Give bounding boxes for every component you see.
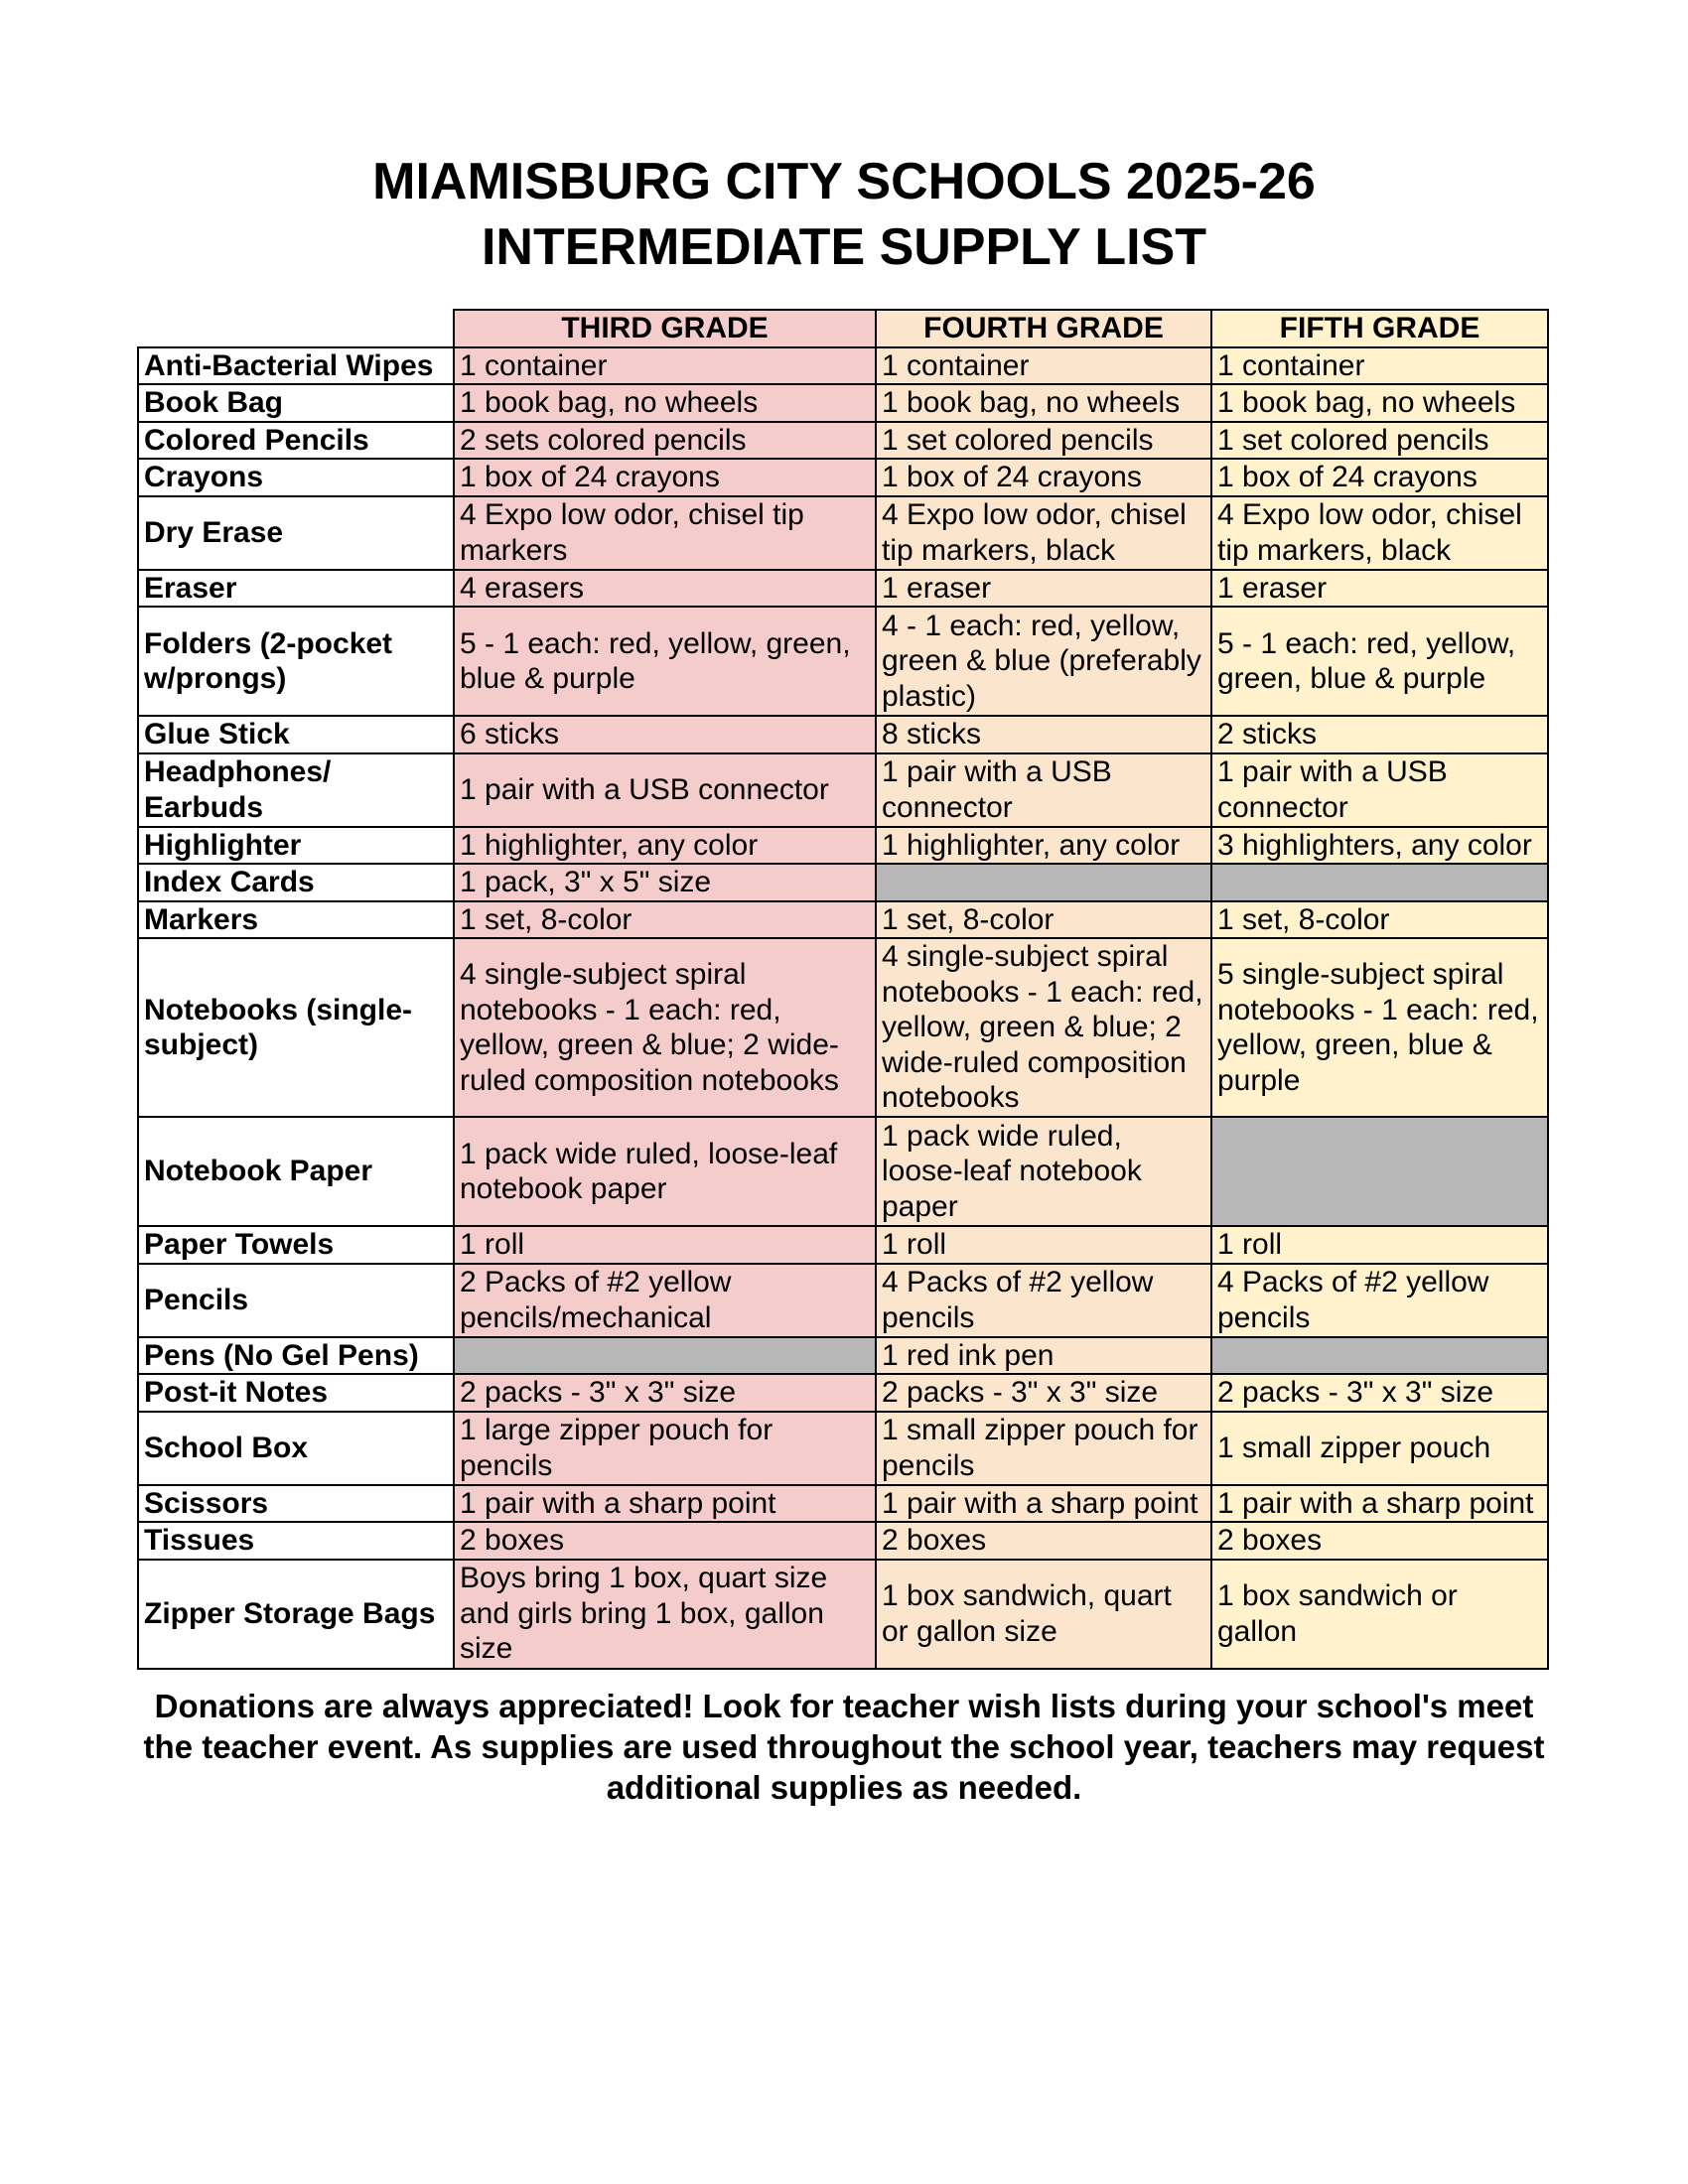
fourth-grade-cell: 1 set, 8-color: [876, 901, 1211, 939]
fifth-grade-cell: [1211, 1337, 1548, 1375]
title-line-1: MIAMISBURG CITY SCHOOLS 2025-26: [372, 153, 1316, 210]
table-row: [138, 938, 1548, 1117]
fourth-grade-cell: 4 Expo low odor, chisel tip markers, black: [876, 496, 1211, 570]
table-row: [138, 1412, 1548, 1485]
item-name: Colored Pencils: [138, 422, 454, 460]
third-grade-cell: 1 pack wide ruled, loose-leaf notebook paper: [454, 1117, 876, 1226]
fourth-grade-cell: 4 Packs of #2 yellow pencils: [876, 1264, 1211, 1337]
fourth-grade-cell: 1 box sandwich, quart or gallon size: [876, 1560, 1211, 1669]
title-line-2: INTERMEDIATE SUPPLY LIST: [481, 218, 1207, 276]
table-row: [138, 1226, 1548, 1264]
table-row: [138, 384, 1548, 422]
table-row: [138, 827, 1548, 865]
fourth-grade-cell: 4 single-subject spiral notebooks - 1 each: red, yellow, green & blue; 2 wide-ruled composition notebooks: [876, 938, 1211, 1117]
fourth-grade-cell: 1 highlighter, any color: [876, 827, 1211, 865]
fourth-grade-cell: 1 red ink pen: [876, 1337, 1211, 1375]
fourth-grade-cell: 1 pair with a USB connector: [876, 753, 1211, 827]
item-name: Scissors: [138, 1485, 454, 1523]
third-grade-cell: 1 large zipper pouch for pencils: [454, 1412, 876, 1485]
supply-table: [137, 309, 1549, 1670]
table-row: [138, 1337, 1548, 1375]
third-grade-cell: 1 container: [454, 347, 876, 385]
item-name: Markers: [138, 901, 454, 939]
third-grade-cell: Boys bring 1 box, quart size and girls bring 1 box, gallon size: [454, 1560, 876, 1669]
third-grade-cell: 2 packs - 3" x 3" size: [454, 1374, 876, 1412]
fourth-grade-cell: 1 pair with a sharp point: [876, 1485, 1211, 1523]
item-name: Notebook Paper: [138, 1117, 454, 1226]
third-grade-cell: 1 book bag, no wheels: [454, 384, 876, 422]
item-name: Book Bag: [138, 384, 454, 422]
item-name: School Box: [138, 1412, 454, 1485]
page-title: [0, 149, 1688, 280]
item-name: Post-it Notes: [138, 1374, 454, 1412]
fifth-grade-cell: 1 small zipper pouch: [1211, 1412, 1548, 1485]
supply-table-body: [138, 347, 1548, 1669]
table-row: [138, 753, 1548, 827]
fourth-grade-cell: 2 packs - 3" x 3" size: [876, 1374, 1211, 1412]
item-name: Zipper Storage Bags: [138, 1560, 454, 1669]
fifth-grade-cell: 1 roll: [1211, 1226, 1548, 1264]
third-grade-cell: [454, 1337, 876, 1375]
header-third-grade: THIRD GRADE: [454, 310, 876, 347]
fourth-grade-cell: 1 box of 24 crayons: [876, 459, 1211, 496]
fifth-grade-cell: 5 single-subject spiral notebooks - 1 each: red, yellow, green, blue & purple: [1211, 938, 1548, 1117]
third-grade-cell: 2 sets colored pencils: [454, 422, 876, 460]
fifth-grade-cell: 2 packs - 3" x 3" size: [1211, 1374, 1548, 1412]
item-name: Crayons: [138, 459, 454, 496]
item-name: Tissues: [138, 1522, 454, 1560]
fifth-grade-cell: 1 pair with a sharp point: [1211, 1485, 1548, 1523]
fifth-grade-cell: 4 Expo low odor, chisel tip markers, black: [1211, 496, 1548, 570]
header-fourth-grade: FOURTH GRADE: [876, 310, 1211, 347]
fifth-grade-cell: [1211, 1117, 1548, 1226]
item-name: Headphones/ Earbuds: [138, 753, 454, 827]
table-row: [138, 607, 1548, 716]
third-grade-cell: 5 - 1 each: red, yellow, green, blue & purple: [454, 607, 876, 716]
fifth-grade-cell: 1 eraser: [1211, 570, 1548, 608]
table-row: [138, 1485, 1548, 1523]
fourth-grade-cell: [876, 864, 1211, 901]
item-name: Pencils: [138, 1264, 454, 1337]
fifth-grade-cell: 2 boxes: [1211, 1522, 1548, 1560]
third-grade-cell: 1 box of 24 crayons: [454, 459, 876, 496]
third-grade-cell: 1 pack, 3" x 5" size: [454, 864, 876, 901]
third-grade-cell: 2 Packs of #2 yellow pencils/mechanical: [454, 1264, 876, 1337]
fourth-grade-cell: 1 book bag, no wheels: [876, 384, 1211, 422]
item-name: Paper Towels: [138, 1226, 454, 1264]
item-name: Folders (2-pocket w/prongs): [138, 607, 454, 716]
third-grade-cell: 4 Expo low odor, chisel tip markers: [454, 496, 876, 570]
fourth-grade-cell: 1 small zipper pouch for pencils: [876, 1412, 1211, 1485]
third-grade-cell: 1 pair with a USB connector: [454, 753, 876, 827]
header-blank-cell: [138, 310, 454, 347]
item-name: Anti-Bacterial Wipes: [138, 347, 454, 385]
table-row: [138, 1522, 1548, 1560]
third-grade-cell: 2 boxes: [454, 1522, 876, 1560]
fourth-grade-cell: 8 sticks: [876, 716, 1211, 753]
table-row: [138, 901, 1548, 939]
table-row: [138, 716, 1548, 753]
fifth-grade-cell: 4 Packs of #2 yellow pencils: [1211, 1264, 1548, 1337]
fourth-grade-cell: 2 boxes: [876, 1522, 1211, 1560]
third-grade-cell: 6 sticks: [454, 716, 876, 753]
item-name: Index Cards: [138, 864, 454, 901]
item-name: Eraser: [138, 570, 454, 608]
item-name: Dry Erase: [138, 496, 454, 570]
table-row: [138, 1374, 1548, 1412]
third-grade-cell: 4 erasers: [454, 570, 876, 608]
table-row: [138, 864, 1548, 901]
fourth-grade-cell: 1 pack wide ruled, loose-leaf notebook paper: [876, 1117, 1211, 1226]
table-row: [138, 422, 1548, 460]
third-grade-cell: 1 set, 8-color: [454, 901, 876, 939]
header-row: [138, 310, 1548, 347]
table-row: [138, 1117, 1548, 1226]
table-row: [138, 459, 1548, 496]
third-grade-cell: 1 highlighter, any color: [454, 827, 876, 865]
fourth-grade-cell: 1 roll: [876, 1226, 1211, 1264]
item-name: Glue Stick: [138, 716, 454, 753]
fifth-grade-cell: 1 set, 8-color: [1211, 901, 1548, 939]
fourth-grade-cell: 1 set colored pencils: [876, 422, 1211, 460]
fourth-grade-cell: 1 container: [876, 347, 1211, 385]
item-name: Highlighter: [138, 827, 454, 865]
fifth-grade-cell: 1 book bag, no wheels: [1211, 384, 1548, 422]
fifth-grade-cell: 1 box sandwich or gallon: [1211, 1560, 1548, 1669]
item-name: Notebooks (single-subject): [138, 938, 454, 1117]
donations-note: Donations are always appreciated! Look for teacher wish lists during your school's meet the teacher event. As supplies are used throughout the school year, teachers may request additional supplies as needed.: [143, 1688, 1545, 1806]
third-grade-cell: 4 single-subject spiral notebooks - 1 each: red, yellow, green & blue; 2 wide-ruled composition notebooks: [454, 938, 876, 1117]
fifth-grade-cell: 1 set colored pencils: [1211, 422, 1548, 460]
table-row: [138, 347, 1548, 385]
fifth-grade-cell: 5 - 1 each: red, yellow, green, blue & purple: [1211, 607, 1548, 716]
header-fifth-grade: FIFTH GRADE: [1211, 310, 1548, 347]
fifth-grade-cell: 1 pair with a USB connector: [1211, 753, 1548, 827]
table-row: [138, 496, 1548, 570]
fourth-grade-cell: 1 eraser: [876, 570, 1211, 608]
fifth-grade-cell: 1 container: [1211, 347, 1548, 385]
third-grade-cell: 1 roll: [454, 1226, 876, 1264]
table-row: [138, 1560, 1548, 1669]
third-grade-cell: 1 pair with a sharp point: [454, 1485, 876, 1523]
fourth-grade-cell: 4 - 1 each: red, yellow, green & blue (preferably plastic): [876, 607, 1211, 716]
fifth-grade-cell: 3 highlighters, any color: [1211, 827, 1548, 865]
table-row: [138, 570, 1548, 608]
fifth-grade-cell: 2 sticks: [1211, 716, 1548, 753]
fifth-grade-cell: [1211, 864, 1548, 901]
fifth-grade-cell: 1 box of 24 crayons: [1211, 459, 1548, 496]
table-row: [138, 1264, 1548, 1337]
item-name: Pens (No Gel Pens): [138, 1337, 454, 1375]
